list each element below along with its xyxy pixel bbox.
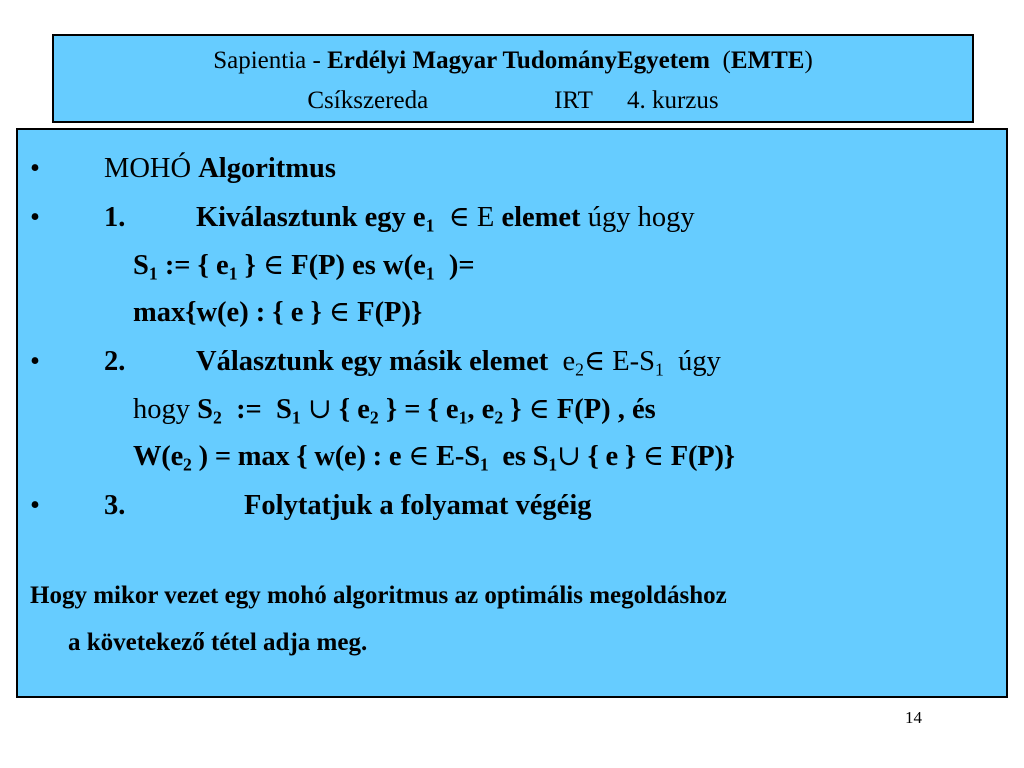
bullet-marker: • bbox=[30, 346, 40, 377]
step-1-number: 1. bbox=[104, 202, 126, 233]
bullet-marker: • bbox=[30, 202, 40, 233]
step-1-line-2: $S_1$ := { $e_1$ } ∈ F(P) es $w(e_1$ )= bbox=[133, 250, 475, 284]
step-3-number: 3. bbox=[104, 490, 126, 521]
step-2-number: 2. bbox=[104, 346, 126, 377]
step-3-text: Folytatjuk a folyamat végéig bbox=[244, 490, 592, 521]
header-prefix: Sapientia - bbox=[213, 47, 328, 74]
header-lecture: 4. kurzus bbox=[626, 87, 719, 114]
header-university-name: Erdélyi Magyar TudományEgyetem bbox=[327, 47, 710, 74]
conclusion-line-2: a követekező tétel adja meg. bbox=[68, 629, 368, 656]
header-title-line bbox=[54, 47, 972, 75]
header-subtitle-line bbox=[54, 87, 972, 115]
header-paren-open: ( bbox=[722, 47, 731, 74]
header-course: IRT bbox=[554, 87, 593, 114]
conclusion-line-1: Hogy mikor vezet egy mohó algoritmus az optimális megoldáshoz bbox=[30, 582, 727, 609]
header-city: Csíkszereda bbox=[307, 87, 429, 114]
algoritmus-label: Algoritmus bbox=[198, 153, 336, 184]
mohó-label: MOHÓ bbox=[104, 153, 199, 184]
step-2-line-2: hogy $S_2$ := $S_1$ ∪ { $e_2$ } = { $e_1$, $e_2$ } ∈ F(P) , és bbox=[133, 394, 656, 428]
page-number: 14 bbox=[905, 708, 922, 727]
step-2-line-3: $W(e_2$ ) = max { w(e) : e ∈ $E-S_1$ es $S_1\cup$ { e } ∈ F(P)} bbox=[133, 441, 735, 475]
bullet-marker: • bbox=[30, 490, 40, 521]
slide-content bbox=[16, 128, 1008, 698]
step-2-line-1: Választunk egy másik elemet $e_2\in$ $E-S_1$ úgy bbox=[196, 346, 721, 380]
bullet-marker: • bbox=[30, 153, 40, 184]
header-paren-close: ) bbox=[804, 47, 813, 74]
bullet-1-text bbox=[104, 153, 336, 185]
step-1-line-1: Kiválasztunk egy $e_1$ ∈ E elemet úgy hogy bbox=[196, 202, 695, 236]
step-1-line-3: max{w(e) : { e } ∈ F(P)} bbox=[133, 297, 423, 328]
slide-header bbox=[52, 34, 974, 123]
header-abbrev: EMTE bbox=[730, 47, 805, 74]
